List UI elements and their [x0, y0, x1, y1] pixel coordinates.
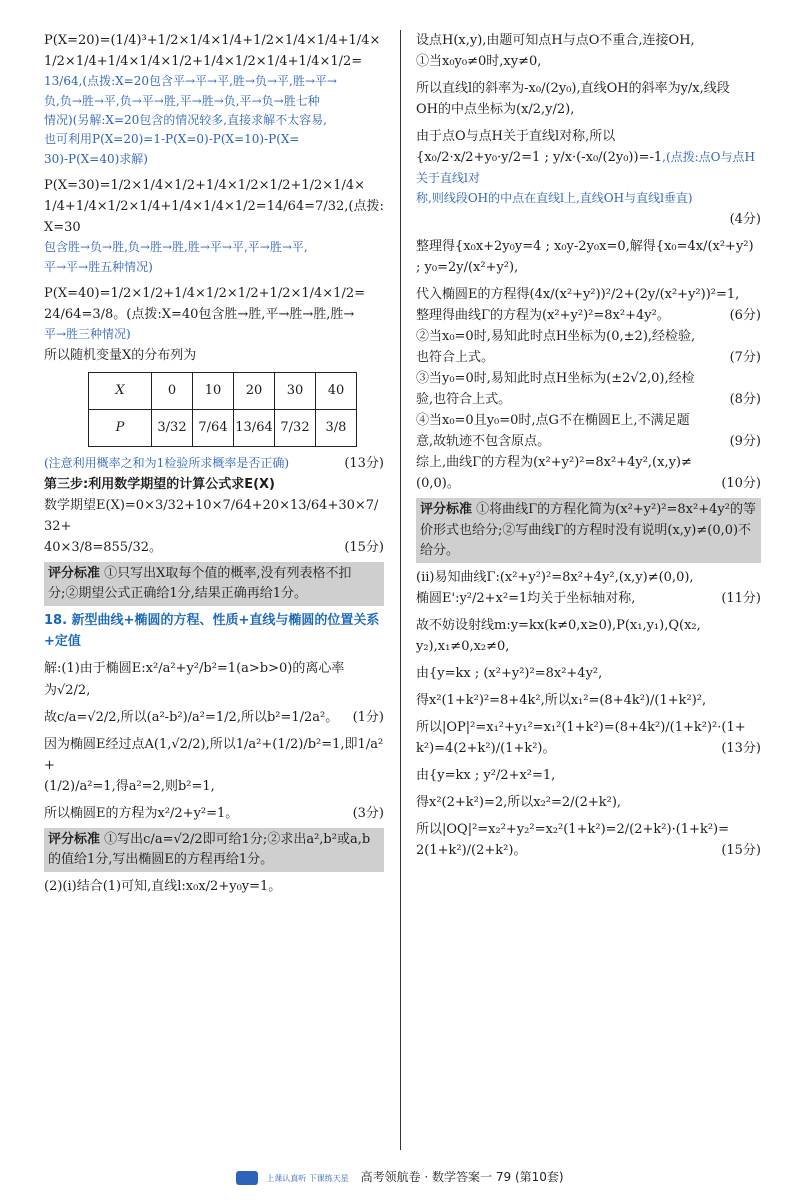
text-line: (1/2)/a²=1,得a²=2,则b²=1, — [44, 778, 215, 794]
scoring-tag: 评分标准 — [48, 566, 101, 582]
text-line: 得x²(1+k²)²=8+4k²,所以x₁²=(8+4k²)/(1+k²)², — [416, 693, 707, 709]
text-line: 得x²(2+k²)=2,所以x₂²=2/(2+k²), — [416, 795, 622, 811]
scoring-text: ①只写出X取每个值的概率,没有列表格不扣分;②期望公式正确给1分,结果正确再给1分。 — [48, 566, 352, 602]
score-label: (9分) — [729, 434, 761, 450]
scoring-tag: 评分标准 — [48, 831, 101, 847]
text-line: 设点H(x,y),由题可知点H与点O不重合,连接OH, — [416, 33, 695, 48]
table-cell: 0 — [152, 372, 193, 409]
text-line: ③当y₀=0时,易知此时点H坐标为(±2√2,0),经检 — [416, 371, 695, 387]
hint-line: 也可利用P(X=20)=1-P(X=0)-P(X=10)-P(X= — [44, 132, 300, 147]
text-line: 40×3/8=855/32。 — [44, 540, 162, 556]
text-line: 所以椭圆E的方程为x²/2+y²=1。 — [44, 805, 239, 821]
text-line: 由于点O与点H关于直线l对称,所以 — [416, 129, 616, 145]
column-divider — [400, 30, 401, 1150]
text-line: 故不妨设射线m:y=kx(k≠0,x≥0),P(x₁,y₁),Q(x₂, — [416, 617, 701, 633]
page-footer — [0, 1168, 800, 1185]
score-label: (3分) — [352, 805, 384, 821]
score-label: (1分) — [352, 709, 384, 725]
equation-system: {x₀/2·x/2+y₀·y/2=1 ; y/x·(-x₀/(2y₀))=-1 — [416, 150, 663, 166]
score-label: (15分) — [721, 843, 761, 859]
text-line: P(X=30)=1/2×1/4×1/2+1/4×1/2×1/2+1/2×1/4× — [44, 178, 365, 194]
table-cell: 7/32 — [275, 409, 316, 446]
text-line: 1/4+1/4×1/2×1/4+1/4×1/4×1/2=14/64=7/32,(点拨:X=30 — [44, 199, 384, 236]
hint-line: 包含胜→负→胜,负→胜→胜,胜→平→平,平→胜→平, — [44, 240, 308, 255]
text-line: 椭圆E':y²/2+x²=1均关于坐标轴对称, — [416, 590, 636, 606]
hint-line: 平→胜三种情况) — [44, 327, 131, 342]
text-line: OH的中点坐标为(x/2,y/2), — [416, 102, 575, 118]
text-line: y₂),x₁≠0,x₂≠0, — [416, 638, 510, 654]
hint-line: 13/64,(点拨:X=20包含平→平→平,胜→负→平,胜→平→ — [44, 74, 337, 89]
step-heading: 第三步:利用数学期望的计算公式求E(X) — [44, 476, 275, 492]
table-cell: 10 — [193, 372, 234, 409]
text-line: 解:(1)由于椭圆E:x²/a²+y²/b²=1(a>b>0)的离心率 — [44, 661, 345, 677]
text-line: 因为椭圆E经过点A(1,√2/2),所以1/a²+(1/2)/b²=1,即1/a²+ — [44, 736, 384, 773]
text-line: 1/2×1/4+1/4×1/4×1/2+1/4×1/2×1/4+1/4×1/2= — [44, 54, 363, 70]
text-line: 2(1+k²)/(2+k²)。 — [416, 843, 527, 859]
text-line: 所以随机变量X的分布列为 — [44, 347, 197, 363]
score-label: (13分) — [344, 455, 384, 471]
text-line: 所以|OQ|²=x₂²+y₂²=x₂²(1+k²)=2/(2+k²)·(1+k²)= — [416, 822, 729, 838]
text-line: 所以直线l的斜率为-x₀/(2y₀),直线OH的斜率为y/x,线段 — [416, 81, 730, 97]
score-label: (4分) — [729, 211, 761, 227]
equation-system: 整理得{x₀x+2y₀y=4 ; x₀y-2y₀x=0,解得{x₀=4x/(x²+y²) ; y₀=2y/(x²+y²), — [416, 238, 754, 275]
scoring-box — [44, 828, 384, 872]
scoring-text: ①写出c/a=√2/2即可给1分;②求出a²,b²或a,b的值给1分,写出椭圆E的方程再给1分。 — [48, 831, 371, 867]
table-cell: 3/8 — [316, 409, 357, 446]
distribution-table — [88, 372, 357, 447]
table-cell: 7/64 — [193, 409, 234, 446]
score-label: (15分) — [344, 540, 384, 556]
table-cell: 3/32 — [152, 409, 193, 446]
text-line: 也符合上式。 — [416, 350, 495, 366]
table-row — [89, 409, 357, 446]
equation-system: 由{y=kx ; y²/2+x²=1, — [416, 768, 556, 784]
score-label: (11分) — [721, 590, 761, 606]
text-line: (2)(i)结合(1)可知,直线l:x₀x/2+y₀y=1。 — [44, 879, 282, 895]
text-line: 所以|OP|²=x₁²+y₁²=x₁²(1+k²)=(8+4k²)/(1+k²)²·(1+ — [416, 720, 746, 736]
text-line: 验,也符合上式。 — [416, 392, 512, 408]
score-label: (6分) — [729, 307, 761, 323]
text-line: 代入椭圆E的方程得(4x/(x²+y²))²/2+(2y/(x²+y²))²=1, — [416, 286, 740, 302]
logo-text: 上课认真听 下课练天星 — [266, 1174, 349, 1183]
table-header-cell: X — [89, 372, 152, 409]
text-line: (ii)易知曲线Γ:(x²+y²)²=8x²+4y²,(x,y)≠(0,0), — [416, 569, 694, 585]
table-cell: 20 — [234, 372, 275, 409]
text-line: (0,0)。 — [416, 476, 460, 492]
scoring-box — [44, 562, 384, 606]
left-column — [44, 30, 384, 897]
text-line: 整理得曲线Γ的方程为(x²+y²)²=8x²+4y²。 — [416, 307, 670, 323]
scoring-box — [416, 498, 761, 562]
text-line: 意,故轨迹不包含原点。 — [416, 434, 551, 450]
scoring-text: ①将曲线Γ的方程化简为(x²+y²)²=8x²+4y²的等价形式也给分;②写曲线Γ的方程时没有说明(x,y)≠(0,0)不给分。 — [420, 502, 756, 558]
hint-line: 称,则线段OH的中点在直线l上,直线OH与直线l垂直) — [416, 191, 693, 206]
table-cell: 40 — [316, 372, 357, 409]
text-line: ①当x₀y₀≠0时,xy≠0, — [416, 54, 542, 70]
text-line: 数学期望E(X)=0×3/32+10×7/64+20×13/64+30×7/32+ — [44, 497, 379, 535]
table-cell: 30 — [275, 372, 316, 409]
equation-system: 由{y=kx ; (x²+y²)²=8x²+4y², — [416, 665, 603, 681]
text-line: P(X=40)=1/2×1/2+1/4×1/2×1/2+1/2×1/4×1/2= — [44, 286, 365, 302]
text-line: k²)=4(2+k²)/(1+k²)。 — [416, 741, 556, 757]
text-line: 为√2/2, — [44, 682, 91, 698]
score-label: (10分) — [721, 476, 761, 492]
hint-line: 30)-P(X=40)求解) — [44, 151, 148, 166]
hint-line: 情况)(另解:X=20包含的情况较多,直接求解不太容易, — [44, 112, 327, 127]
text-line: 故c/a=√2/2,所以(a²-b²)/a²=1/2,所以b²=1/2a²。 — [44, 709, 339, 725]
question-heading: 18. 新型曲线+椭圆的方程、性质+直线与椭圆的位置关系+定值 — [44, 613, 380, 650]
footer-text: 高考领航卷 · 数学答案一 79 (第10套) — [360, 1170, 564, 1184]
scoring-tag: 评分标准 — [420, 502, 473, 518]
hint-line: 负,负→胜→平,负→平→胜,平→胜→负,平→负→胜七种 — [44, 93, 320, 108]
text-line: 综上,曲线Γ的方程为(x²+y²)²=8x²+4y²,(x,y)≠ — [416, 455, 692, 471]
hint-line: ,(点拨:点O与点H关于直线l对 — [416, 150, 755, 186]
score-label: (7分) — [729, 350, 761, 366]
hint-line: 平→平→胜五种情况) — [44, 259, 153, 274]
text-line: 24/64=3/8。(点拨:X=40包含胜→胜,平→胜→胜,胜→ — [44, 307, 355, 323]
right-column — [416, 30, 761, 861]
text-line: P(X=20)=(1/4)³+1/2×1/4×1/4+1/2×1/4×1/4+1/4× — [44, 33, 381, 48]
hint-line: (注意利用概率之和为1检验所求概率是否正确) — [44, 455, 289, 470]
score-label: (13分) — [721, 741, 761, 757]
publisher-logo-icon — [236, 1171, 258, 1185]
text-line: ②当x₀=0时,易知此时点H坐标为(0,±2),经检验, — [416, 329, 696, 344]
table-row — [89, 372, 357, 409]
table-cell: 13/64 — [234, 409, 275, 446]
score-label: (8分) — [729, 392, 761, 408]
text-line: ④当x₀=0且y₀=0时,点G不在椭圆E上,不满足题 — [416, 413, 690, 429]
table-header-cell: P — [89, 409, 152, 446]
